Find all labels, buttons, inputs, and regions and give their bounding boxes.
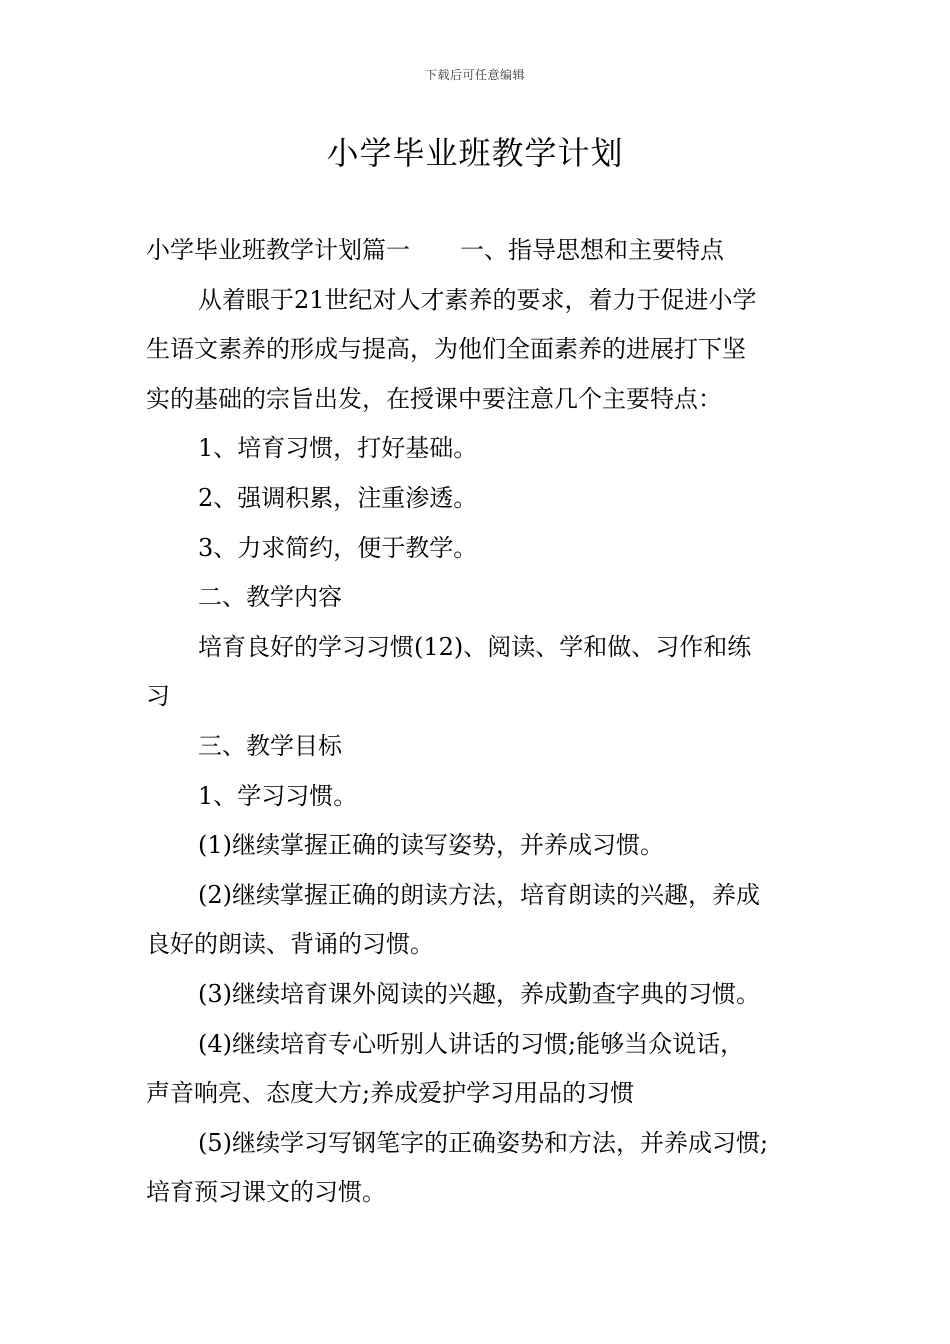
paragraph-line: 实的基础的宗旨出发，在授课中要注意几个主要特点：: [146, 384, 722, 413]
list-item: 1、学习习惯。: [198, 781, 358, 810]
list-item: 2、强调积累，注重渗透。: [198, 483, 478, 512]
paragraph-line: 从着眼于21世纪对人才素养的要求，着力于促进小学: [198, 285, 757, 314]
list-item: 1、培育习惯，打好基础。: [198, 434, 478, 463]
paragraph-line: 培育良好的学习习惯(12)、阅读、学和做、习作和练: [198, 632, 752, 661]
section-heading: 一、指导思想和主要特点: [460, 236, 724, 264]
list-item: (3)继续培育课外阅读的兴趣，养成勤查字典的习惯。: [198, 979, 760, 1008]
list-item: (5)继续学习写钢笔字的正确姿势和方法，并养成习惯;: [198, 1128, 769, 1157]
list-item: 3、力求简约，便于教学。: [198, 533, 478, 562]
list-item: (4)继续培育专心听别人讲话的习惯;能够当众说话，: [198, 1029, 745, 1058]
document-title: 小学毕业班教学计划: [326, 134, 624, 172]
list-item: (2)继续掌握正确的朗读方法，培育朗读的兴趣，养成: [198, 880, 760, 909]
section-heading: 二、教学内容: [198, 583, 342, 612]
paragraph-line: 良好的朗读、背诵的习惯。: [146, 930, 434, 959]
paragraph-line: 习: [146, 682, 170, 711]
paragraph-line: 声音响亮、态度大方;养成爱护学习用品的习惯: [146, 1079, 635, 1108]
paragraph-line: 生语文素养的形成与提高，为他们全面素养的进展打下坚: [146, 335, 746, 364]
section-heading: 小学毕业班教学计划篇一: [146, 236, 410, 264]
paragraph-line: [146, 226, 816, 276]
section-heading: 三、教学目标: [198, 731, 342, 760]
list-item: (1)继续掌握正确的读写姿势，并养成习惯。: [198, 831, 664, 860]
document-body: [146, 226, 816, 1218]
paragraph-line: 培育预习课文的习惯。: [146, 1178, 386, 1207]
header-note: 下载后可任意编辑: [424, 68, 525, 82]
